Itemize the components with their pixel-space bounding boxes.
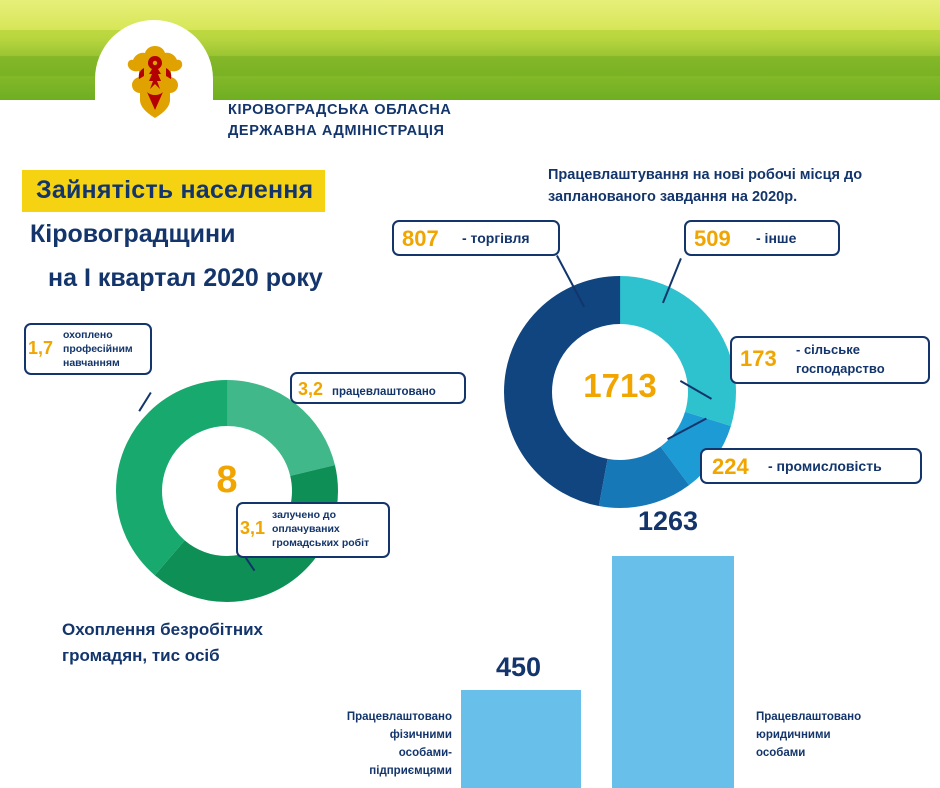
bar-legal-entities	[612, 556, 734, 788]
page-title-highlight	[22, 170, 325, 212]
unemployed-coverage-donut	[112, 376, 342, 606]
page-title-line3: на I квартал 2020 року	[48, 264, 323, 292]
callout-value-other: 509	[694, 226, 731, 251]
organization-title-line2: ДЕРЖАВНА АДМІНІСТРАЦІЯ	[228, 123, 445, 139]
bar-label-individual-entrepreneurs: Працевлаштовано фізичними особами-підприємцями	[346, 711, 452, 777]
page-title-line1: Зайнятість населення	[36, 176, 314, 204]
eagle-crest-icon	[125, 44, 185, 120]
new-jobs-heading-line2: запланованого завдання на 2020р.	[548, 189, 798, 205]
bar-value-legal-entities: 1263	[638, 506, 699, 536]
organization-title	[228, 100, 451, 142]
callout-value-training: 1,7	[28, 338, 54, 358]
callout-label-public-works: залучено до оплачуваних громадських робіт	[272, 509, 370, 549]
new-jobs-heading-line1: Працевлаштування на нові робочі місця до	[548, 167, 863, 183]
left-chart-caption	[62, 617, 263, 669]
page-title-line2: Кіровоградщини	[30, 220, 236, 248]
callout-label-trade: - торгівля	[462, 230, 530, 246]
callout-label-agriculture: - сільське господарство	[796, 342, 885, 376]
callout-value-employed: 3,2	[298, 379, 324, 399]
bar-individual-entrepreneurs	[461, 690, 581, 788]
left-chart-caption-line1: Охоплення безробітних	[62, 620, 264, 639]
callout-label-training: охоплено професійним навчанням	[63, 329, 133, 369]
callout-value-industry: 224	[712, 454, 749, 479]
left-chart-caption-line2: громадян, тис осіб	[62, 646, 220, 665]
new-jobs-heading	[548, 164, 862, 208]
organization-title-line1: КІРОВОГРАДСЬКА ОБЛАСНА	[228, 102, 452, 118]
callout-label-industry: - промисловість	[768, 458, 882, 474]
callout-label-other: - інше	[756, 230, 797, 246]
callout-value-public-works: 3,1	[240, 518, 266, 538]
callout-value-agriculture: 173	[740, 346, 777, 371]
callout-value-trade: 807	[402, 226, 439, 251]
bar-value-individual-entrepreneurs: 450	[496, 652, 542, 682]
bar-label-legal-entities: Працевлаштовано юридичними особами	[756, 711, 862, 759]
donut-center-value-left: 8	[216, 459, 238, 501]
donut-center-value-right: 1713	[583, 367, 657, 404]
callout-label-employed: працевлаштовано	[332, 386, 436, 398]
